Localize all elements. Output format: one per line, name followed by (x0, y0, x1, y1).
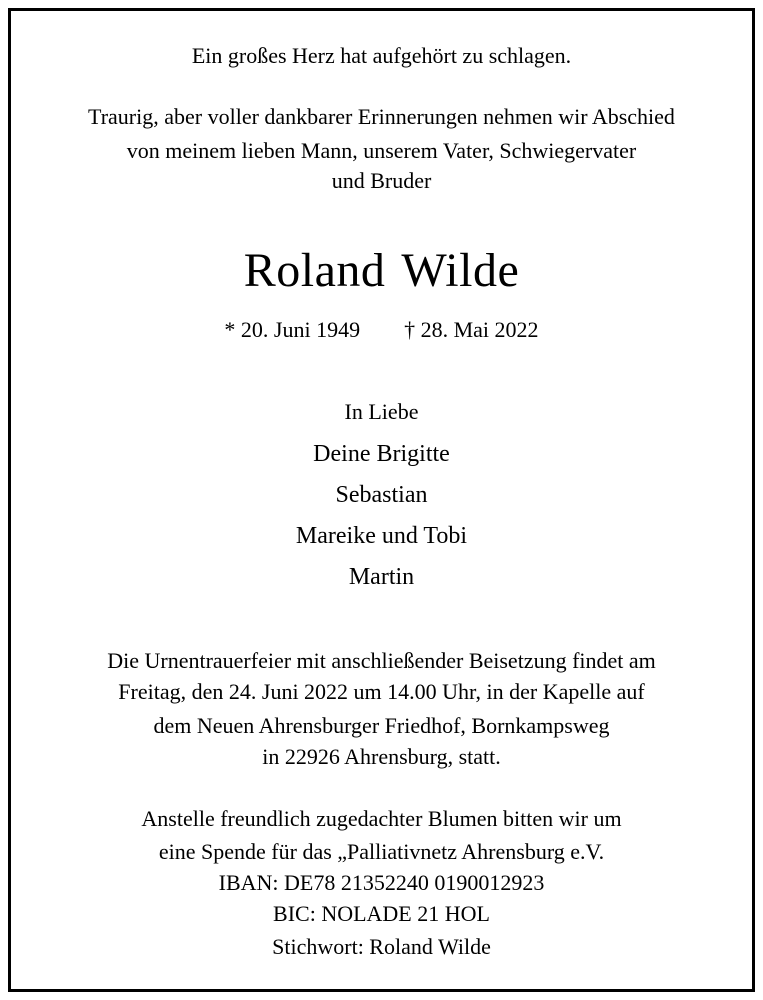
mourner-name: Deine Brigitte (313, 441, 450, 467)
intro-text-line: Traurig, aber voller dankbarer Erinnerungen nehmen wir Abschied (88, 104, 675, 129)
donation-text-line: eine Spende für das „Palliativnetz Ahrensburg e.V. (158, 839, 605, 864)
mourner-name: Martin (348, 564, 415, 590)
ceremony-text-line: Die Urnentrauerfeier mit anschließender Beisetzung findet am (107, 648, 656, 673)
intro-text-line: und Bruder (331, 168, 432, 193)
mourners-intro: In Liebe (344, 399, 419, 424)
donation-keyword: Stichwort: Roland Wilde (272, 934, 491, 959)
ceremony-text-line: dem Neuen Ahrensburger Friedhof, Bornkampsweg (153, 713, 610, 738)
deceased-first-name: Roland (243, 244, 386, 297)
donation-text-line: Anstelle freundlich zugedachter Blumen bitten wir um (141, 806, 622, 831)
birth-date: * 20. Juni 1949 (224, 317, 361, 342)
mourner-name: Sebastian (335, 482, 428, 508)
death-date: † 28. Mai 2022 (404, 317, 539, 342)
ceremony-text-line: Freitag, den 24. Juni 2022 um 14.00 Uhr, in der Kapelle auf (118, 679, 645, 704)
deceased-last-name: Wilde (401, 244, 520, 297)
intro-heading: Ein großes Herz hat aufgehört zu schlagen. (191, 43, 572, 68)
ceremony-text-line: in 22926 Ahrensburg, statt. (262, 744, 501, 769)
deceased-name (0, 243, 763, 299)
donation-iban: IBAN: DE78 21352240 0190012923 (218, 870, 545, 895)
life-dates (0, 316, 763, 344)
mourner-name: Mareike und Tobi (295, 523, 468, 549)
donation-bic: BIC: NOLADE 21 HOL (273, 901, 490, 926)
intro-text-line: von meinem lieben Mann, unserem Vater, Schwiegervater (126, 138, 637, 163)
